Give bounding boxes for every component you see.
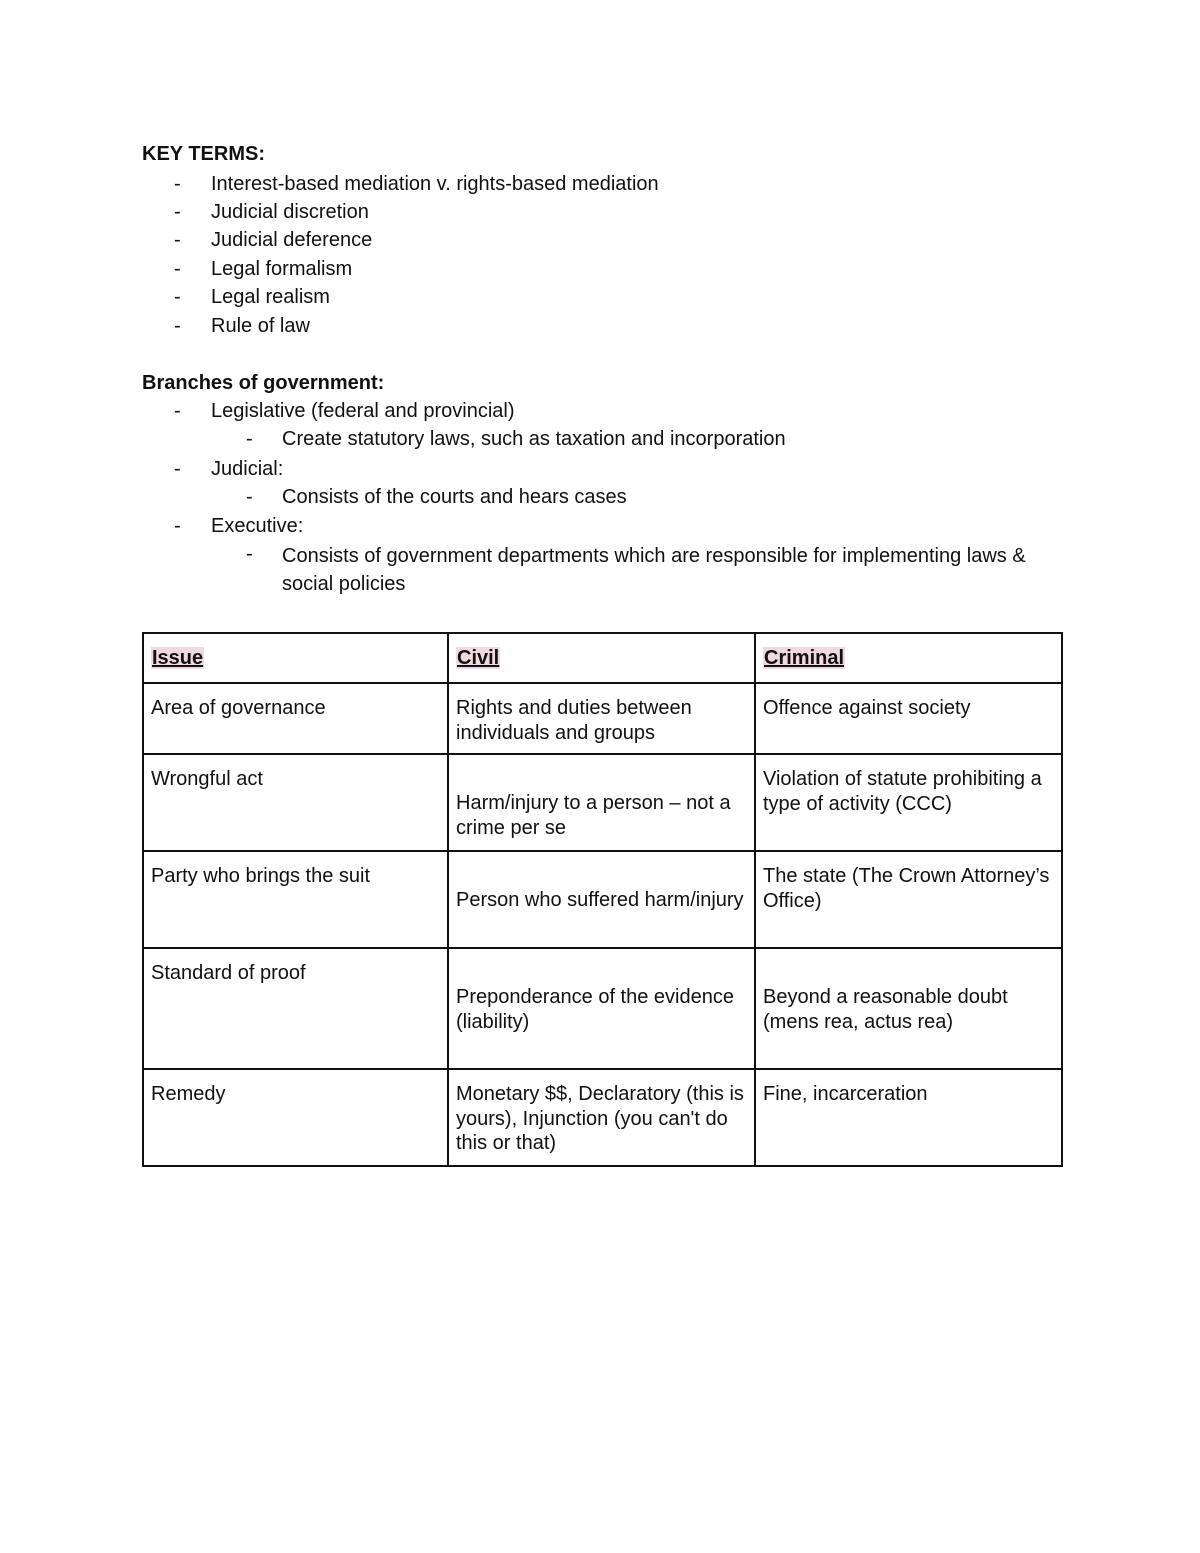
table-row [143,683,1062,754]
header-issue: Issue [152,647,204,669]
bullet-dash: - [174,229,181,251]
table-header-cell [143,633,448,683]
table-row [143,948,1062,1069]
key-term-item: Legal formalism [211,258,353,280]
table-header-cell [448,633,755,683]
table-cell: Monetary $$, Declaratory (this is yours), Injunction (you can't do this or that) [448,1069,755,1166]
table-cell: Area of governance [143,683,448,754]
bullet-dash: - [174,315,181,337]
table-cell: The state (The Crown Attorney’s Office) [755,851,1062,948]
table-cell: Wrongful act [143,754,448,851]
table-cell [448,851,755,948]
bullet-dash: - [246,428,253,450]
branch-item-executive: Executive: [211,515,304,537]
branch-subitem: Create statutory laws, such as taxation and incorporation [282,428,786,450]
bullet-dash: - [174,458,181,480]
table-cell: Fine, incarceration [755,1069,1062,1166]
key-term-item: Rule of law [211,315,310,337]
table-header-row [143,633,1062,683]
key-term-item: Judicial deference [211,229,373,251]
table-cell: Standard of proof [143,948,448,1069]
bullet-dash: - [246,543,253,565]
bullet-dash: - [174,173,181,195]
table-cell: Party who brings the suit [143,851,448,948]
cell-text: Person who suffered harm/injury [456,889,744,911]
bullet-dash: - [174,201,181,223]
bullet-dash: - [174,400,181,422]
bullet-dash: - [174,515,181,537]
table-cell: Offence against society [755,683,1062,754]
bullet-dash: - [174,258,181,280]
table-cell [448,948,755,1069]
key-term-item: Legal realism [211,286,330,308]
cell-text: Preponderance of the evidence (liability) [456,986,734,1033]
branch-item-judicial: Judicial: [211,458,284,480]
branch-item-legislative: Legislative (federal and provincial) [211,400,515,422]
table-cell: Rights and duties between individuals and groups [448,683,755,754]
bullet-dash: - [246,486,253,508]
key-term-item: Interest-based mediation v. rights-based mediation [211,173,659,195]
cell-text: Harm/injury to a person – not a crime per se [456,792,731,839]
cell-text: Beyond a reasonable doubt (mens rea, actus rea) [763,986,1008,1033]
table-row [143,851,1062,948]
header-criminal: Criminal [764,647,845,669]
bullet-dash: - [174,286,181,308]
branches-heading: Branches of government: [142,372,385,394]
key-terms-heading: KEY TERMS: [142,143,265,165]
table-cell: Remedy [143,1069,448,1166]
branch-subitem: Consists of government departments which are responsible for implementing laws & social policies [282,545,1026,595]
table-header-cell [755,633,1062,683]
table-cell [448,754,755,851]
table-cell [755,948,1062,1069]
table-row [143,1069,1062,1166]
key-term-item: Judicial discretion [211,201,369,223]
civil-criminal-table [142,632,1063,1167]
table-row [143,754,1062,851]
branch-subitem: Consists of the courts and hears cases [282,486,627,508]
table-cell: Violation of statute prohibiting a type of activity (CCC) [755,754,1062,851]
header-civil: Civil [457,647,500,669]
